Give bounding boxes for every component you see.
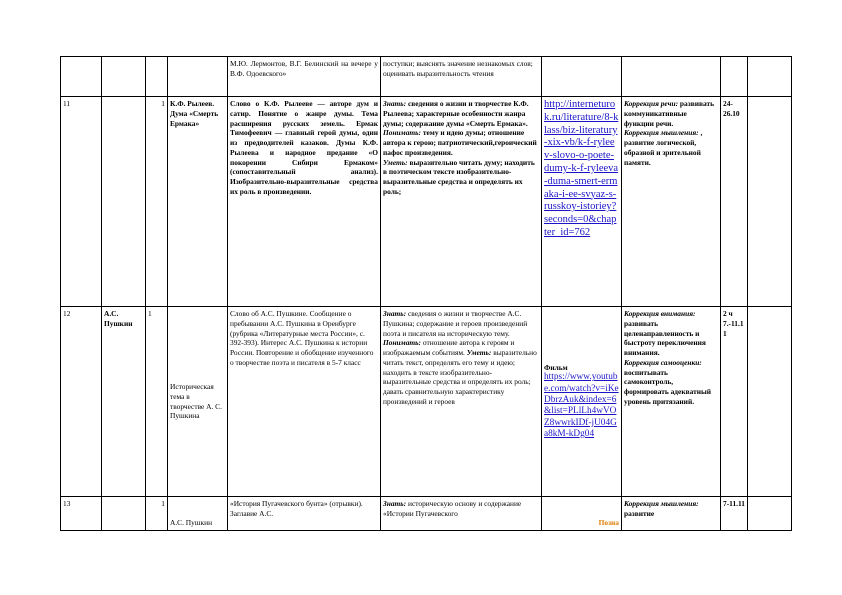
know-label: Знать:: [383, 309, 407, 318]
content-cell: Слово о К.Ф. Рылееве — авторе дум и сатир. Понятие о жанре думы. Тема расширения русских земель. Ермак Тимофеевич — главный герой думы, один из предводителей казаков. Думы К.Ф. Рылеева и народное предание «О покорении Сибири Ермаком» (сопоставительный анализ). Изобразительно-выразительные средства их роль в произведении.: [228, 97, 381, 307]
correction-cell: [622, 97, 721, 307]
hours-cell: 1: [146, 307, 168, 497]
topic-cell: [102, 497, 146, 531]
table-row: [61, 497, 792, 531]
correction-text: развитие: [624, 508, 655, 518]
know-label: Знать:: [383, 499, 407, 508]
know-text: сведения о жизни и творчестве К.Ф. Рылеева; характерные особенности жанра думы; содержание думы «Смерть Ермака».: [383, 99, 529, 128]
content-cell: Слово об А.С. Пушкине. Сообщение о пребывании А.С. Пушкина в Оренбурге (рубрика «Литературные места России», с. 392-393). Интерес А.С. Пушкина к истории России. Повторение и обобщение изученного о творчестве поэта и писателя в 5-7 класс: [228, 307, 381, 497]
understand-text: отношение автора к героям и изображаемым событиям.: [383, 338, 515, 358]
correction-label: Коррекция внимания:: [624, 309, 696, 318]
resources-cell: [542, 497, 622, 531]
resources-cell: [542, 57, 622, 97]
topic-cell: [102, 97, 146, 307]
topic-cell: А.С. Пушкин: [102, 307, 146, 497]
correction-text: , развитие логической, образной и зрительной памяти.: [624, 128, 703, 167]
subtopic-cell: К.Ф. Рылеев. Дума «Смерть Ермака»: [168, 97, 228, 307]
know-text: сведения о жизни и творчестве А.С. Пушкина; содержание и героев произведений поэта и писателя на историческую тему.: [383, 309, 528, 338]
correction-label: Коррекция речи:: [624, 99, 679, 108]
subtopic-cell: Историческая тема в творчестве А. С. Пушкина: [168, 307, 228, 497]
correction-cell: [622, 57, 721, 97]
table-row: [61, 307, 792, 497]
num-cell: [61, 57, 102, 97]
skill-text: выразительно читать думу; находить в поэтическом тексте изобразительно-выразительные средства и определять их роль;: [383, 157, 535, 196]
resources-cell: [542, 307, 622, 497]
hours-cell: 1: [146, 97, 168, 307]
table-row: [61, 97, 792, 307]
content-cell: М.Ю. Лермонтов, В.Г. Белинский на вечере у В.Ф. Одоевского»: [228, 57, 381, 97]
knowledge-cell: [381, 97, 542, 307]
correction-text: развивать коммуникативные функции речи.: [624, 99, 714, 128]
topic-cell: [102, 57, 146, 97]
content-cell: «История Пугачевского бунта» (отрывки). Заглавие А.С.: [228, 497, 381, 531]
correction-label: Коррекция самооценки:: [624, 357, 702, 367]
extra-cell: [748, 497, 792, 531]
date-cell: [721, 57, 748, 97]
correction-label: Коррекция мышления:: [624, 128, 699, 138]
skill-label: Уметь:: [383, 157, 408, 167]
resource-link[interactable]: http://interneturok.ru/literature/8-klass/biz-literatury-xix-vb/k-f-ryleev-slovo-o-poete-dumy-k-f-ryleeva-duma-smert-ermaka-i-ee-svyaz-s-russkoy-istoriey?seconds=0&chapter_id=762: [544, 99, 619, 238]
num-cell: 12: [61, 307, 102, 497]
date-cell: 7-11.11: [721, 497, 748, 531]
lesson-plan-table: [60, 56, 792, 531]
resources-cell: [542, 97, 622, 307]
date-cell: 2 ч 7.-11.11: [721, 307, 748, 497]
extra-cell: [748, 307, 792, 497]
resource-text: Позна: [598, 518, 619, 528]
skill-text: выразительно читать текст, определять его тему и идею; находить в тексте изобразительно-выразительные средства и определять их роль; давать сравнительную характеристику произведений и героев: [383, 348, 537, 406]
understand-text: тему и идею думы; отношение автора к герою; патриотический,героический пафос произведения.: [383, 128, 537, 157]
understand-label: Понимать:: [383, 338, 422, 348]
correction-cell: [622, 497, 721, 531]
subtopic-cell: [168, 57, 228, 97]
table-row: [61, 57, 792, 97]
hours-cell: [146, 57, 168, 97]
knowledge-cell: поступки; выяснять значение незнакомых слов; оценивать выразительность чтения: [381, 57, 542, 97]
knowledge-cell: [381, 497, 542, 531]
know-label: Знать:: [383, 99, 407, 108]
hours-cell: 1: [146, 497, 168, 531]
subtopic-cell: А.С. Пушкин: [168, 497, 228, 531]
num-cell: 13: [61, 497, 102, 531]
resource-link[interactable]: https://www.youtube.com/watch?v=iKeDbrzAuk&index=6&list=PLlLh4wVOZ8wwrkIDf-jU04Ga8kM-kDg04: [544, 372, 619, 440]
correction-cell: [622, 307, 721, 497]
date-cell: 24-26.10: [721, 97, 748, 307]
knowledge-cell: [381, 307, 542, 497]
extra-cell: [748, 57, 792, 97]
extra-cell: [748, 97, 792, 307]
correction-text: развивать целенаправленность и быстроту переключения внимания.: [624, 318, 706, 358]
know-text: историческую основу и содержание «Истории Пугачевского: [383, 499, 522, 518]
correction-label: Коррекция мышления:: [624, 499, 699, 508]
num-cell: 11: [61, 97, 102, 307]
correction-text: воспитывать самоконтроль, формировать адекватный уровень притязаний.: [624, 367, 711, 406]
understand-label: Понимать:: [383, 128, 422, 138]
film-label: Фильм: [544, 362, 568, 372]
skill-label: Уметь:: [466, 348, 492, 358]
